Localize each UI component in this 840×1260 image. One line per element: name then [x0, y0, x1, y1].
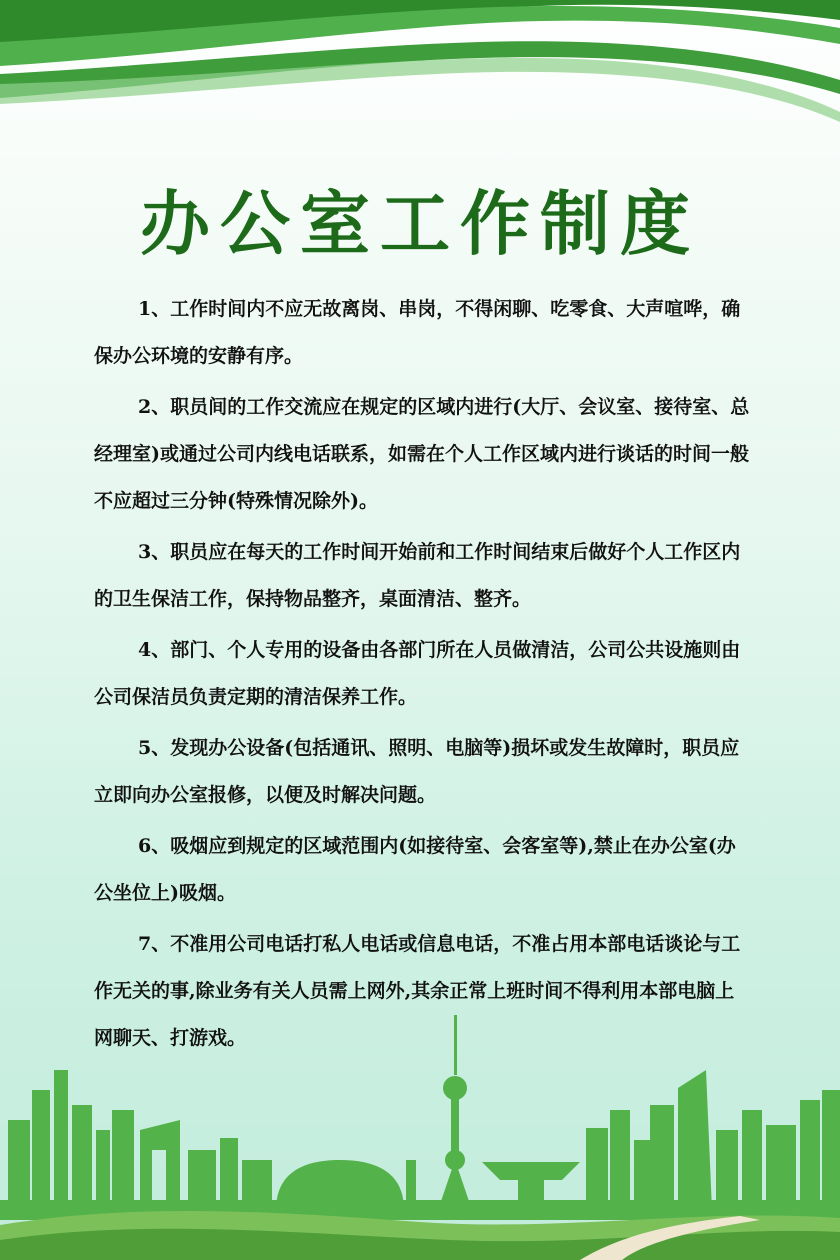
top-wave-banner	[0, 0, 840, 140]
rules-list	[94, 286, 750, 1066]
rule-item: 2、职员间的工作交流应在规定的区域内进行(大厅、会议室、接待室、总经理室)或通过公司内线电话联系，如需在个人工作区域内进行谈话的时间一般不应超过三分钟(特殊情况除外)。	[94, 396, 750, 512]
rule-item: 7、不准用公司电话打私人电话或信息电话，不准占用本部电话谈论与工作无关的事,除业务有关人员需上网外,其余正常上班时间不得利用本部电脑上网聊天、打游戏。	[94, 933, 741, 1049]
rule-item: 4、部门、个人专用的设备由各部门所在人员做清洁，公司公共设施则由公司保洁员负责定期的清洁保养工作。	[94, 639, 741, 708]
rule-item: 1、工作时间内不应无故离岗、串岗，不得闲聊、吃零食、大声喧哗，确保办公环境的安静有序。	[94, 298, 741, 367]
rule-item: 6、吸烟应到规定的区域范围内(如接待室、会客室等),禁止在办公室(办公坐位上)吸烟。	[94, 835, 736, 904]
city-skyline	[0, 1010, 840, 1260]
poster-title: 办公室工作制度	[140, 183, 700, 265]
rule-item: 3、职员应在每天的工作时间开始前和工作时间结束后做好个人工作区内的卫生保洁工作，保持物品整齐，桌面清洁、整齐。	[94, 541, 741, 610]
rule-item: 5、发现办公设备(包括通讯、照明、电脑等)损坏或发生故障时，职员应立即向办公室报修，以便及时解决问题。	[94, 737, 740, 806]
